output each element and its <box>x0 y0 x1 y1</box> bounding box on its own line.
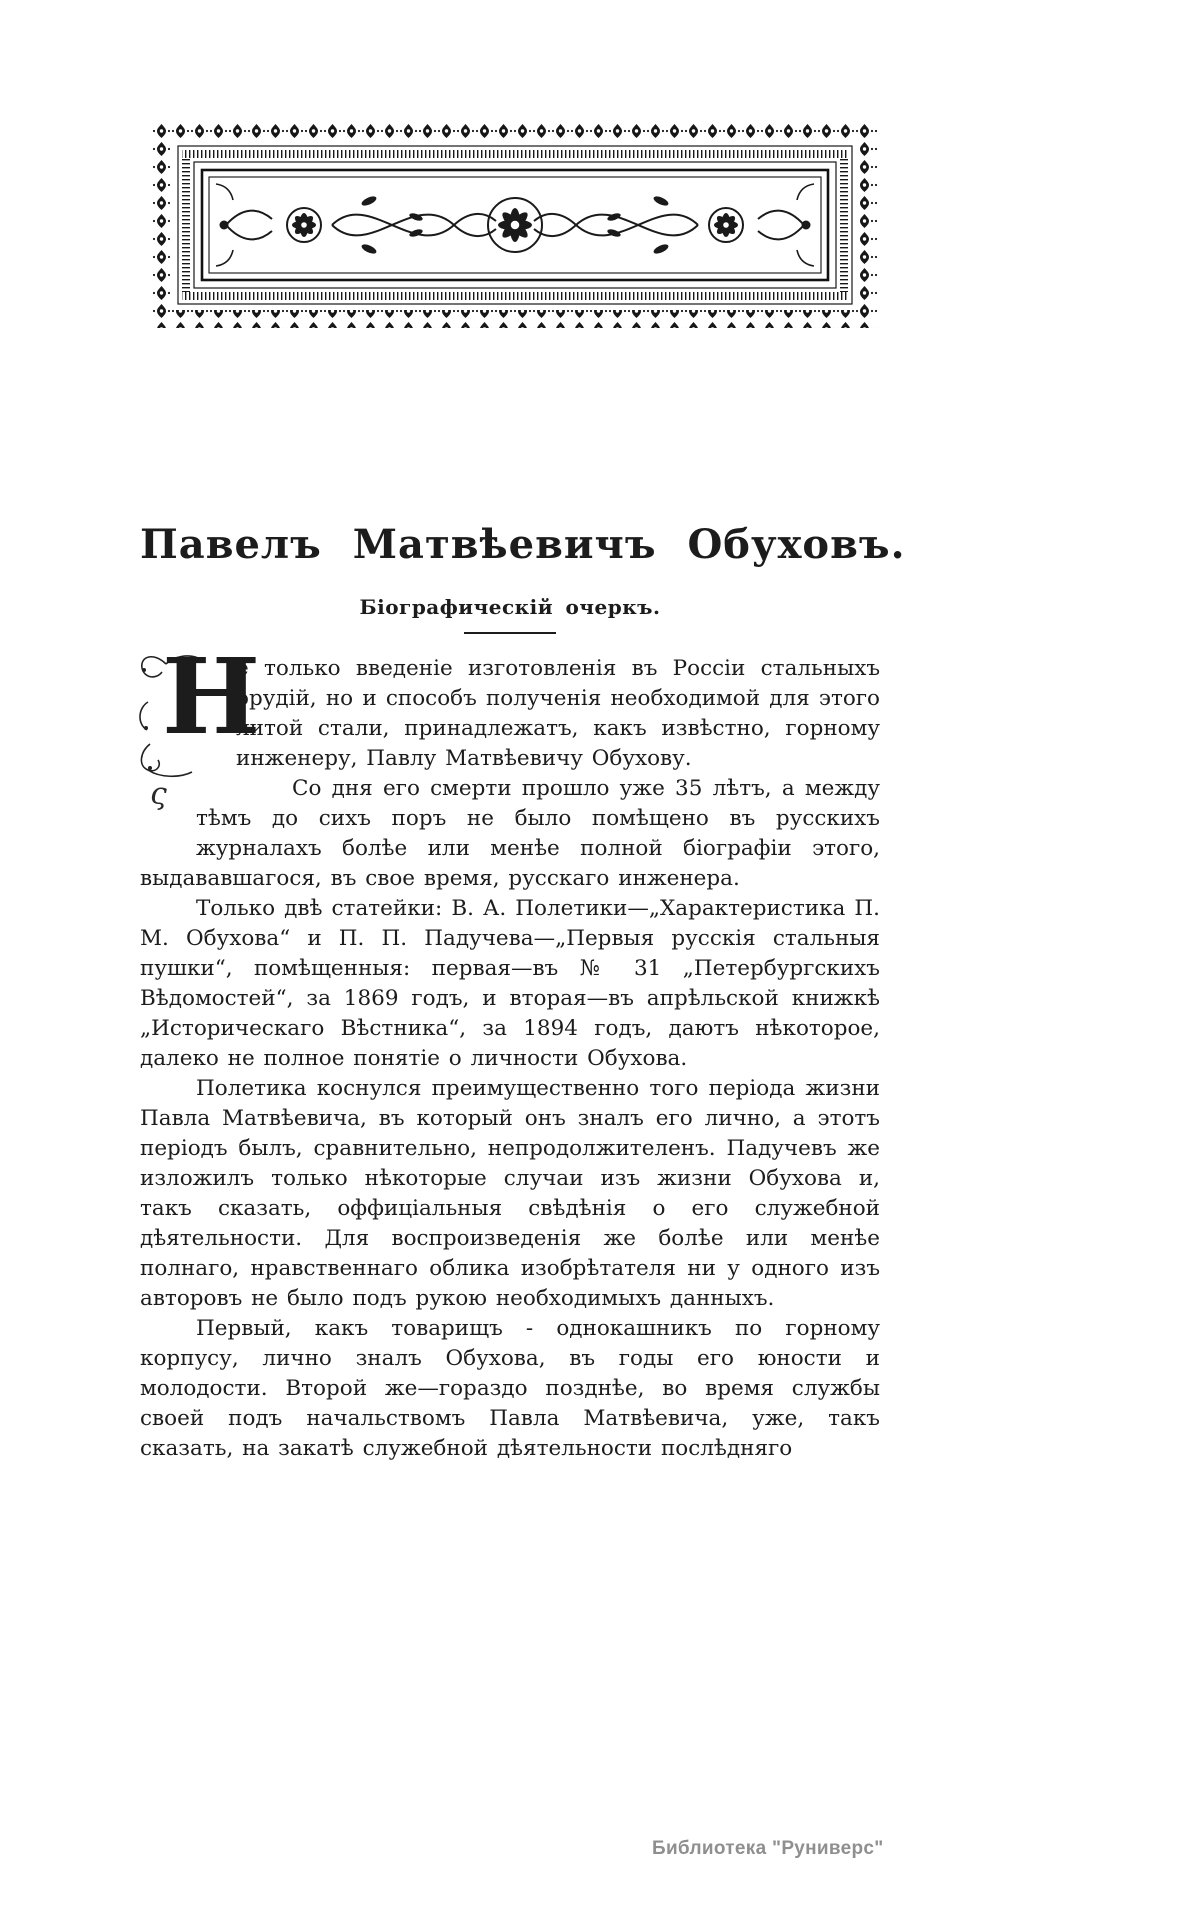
article-body <box>140 635 880 1464</box>
paragraph: Полетика коснулся преимущественно того періода жизни Павла Матвѣевича, въ который онъ зналъ его лично, а этотъ періодъ былъ, сравнительно, непродолжителенъ. Падучевъ же изложилъ только нѣкоторые случаи изъ жизни Обухова и, такъ сказать, оффиціальныя свѣдѣнія о его служебной дѣятельности. Для воспроизведенія же болѣе или менѣе полнаго, нравственнаго облика изобрѣтателя ни у одного изъ авторовъ не было подъ рукою необходимыхъ данныхъ. <box>140 1076 880 1311</box>
page-subtitle: Біографическій очеркъ. <box>359 594 661 619</box>
drop-cap <box>140 635 261 776</box>
library-watermark: Библиотека "Руниверс" <box>652 1838 884 1859</box>
text-block <box>140 0 906 1920</box>
drop-cap-letter: Н <box>162 635 261 758</box>
margin-mark <box>140 776 196 836</box>
title-divider <box>464 632 556 634</box>
page-title: Павелъ Матвѣевичъ Обуховъ. <box>140 520 906 568</box>
paragraph: е только введеніе изготовленія въ Россіи стальныхъ орудій, но и способъ полученія необходимой для этого литой стали, принадлежатъ, какъ извѣстно, горному инженеру, Павлу Матвѣевичу Обухову. <box>236 656 880 771</box>
paragraph: Со дня его смерти прошло уже 35 лѣтъ, а между тѣмъ до сихъ поръ не было помѣщено въ русскихъ журналахъ болѣе или менѣе полной біографіи этого, выдававшагося, въ свое время, русскаго инженера. <box>140 776 880 891</box>
paragraph: Первый, какъ товарищъ - однокашникъ по горному корпусу, лично зналъ Обухова, въ годы его юности и молодости. Второй же—гораздо позднѣе, во время службы своей подъ начальствомъ Павла Матвѣевича, уже, такъ сказать, на закатѣ служебной дѣятельности послѣдняго <box>140 1316 880 1461</box>
margin-mark-glyph: ς <box>150 777 167 812</box>
floral-ornament-band-icon <box>152 122 878 328</box>
paragraph: Только двѣ статейки: В. А. Полетики—„Характеристика П. М. Обухова“ и П. П. Падучева—„Первыя русскія стальныя пушки“, помѣщенныя: первая—въ № 31 „Петербургскихъ Вѣдомостей“, за 1869 годъ, и вторая—въ апрѣльской книжкѣ „Историческаго Вѣстника“, за 1894 годъ, даютъ нѣкоторое, далеко не полное понятіе о личности Обухова. <box>140 896 880 1071</box>
